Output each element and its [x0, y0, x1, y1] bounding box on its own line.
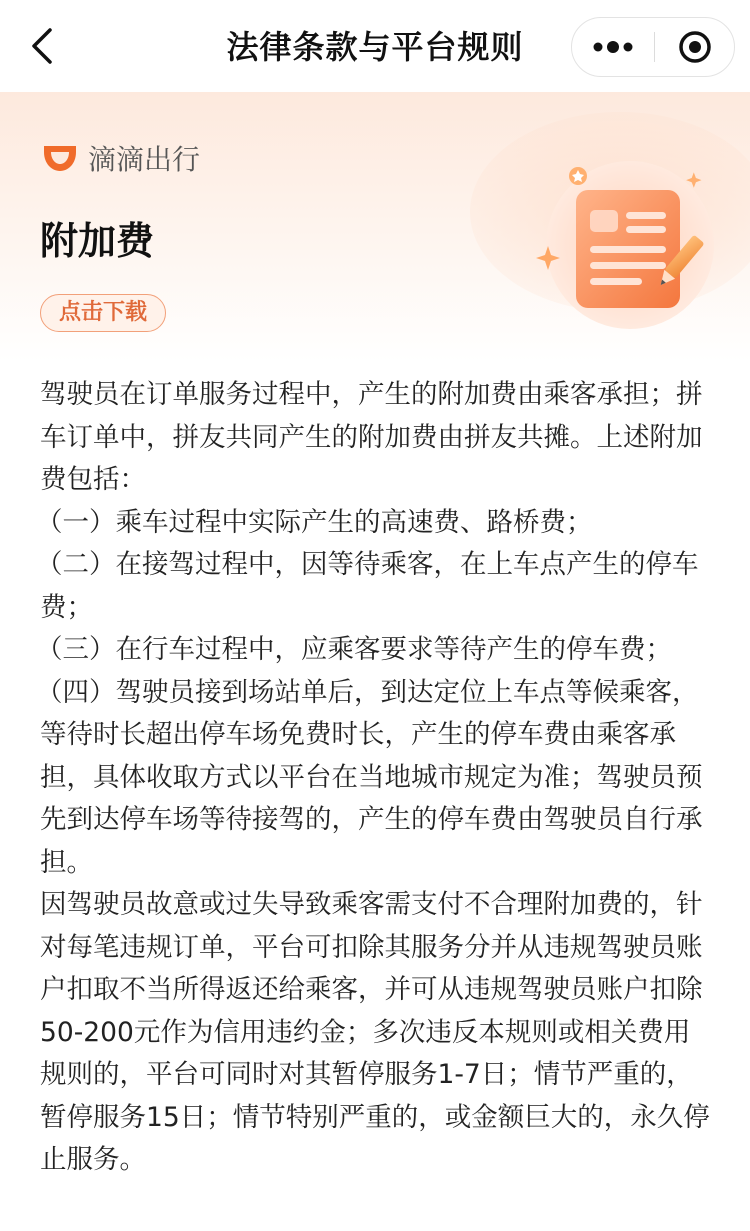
page-nav-title: 法律条款与平台规则: [226, 28, 524, 66]
hero-banner: [0, 92, 750, 362]
article-content: [36, 374, 710, 1182]
mini-program-capsule: [571, 17, 735, 77]
close-mini-program-button[interactable]: [655, 18, 735, 76]
paragraph-item-3: （三）在行车过程中，应乘客要求等待产生的停车费；: [36, 634, 672, 665]
brand-name: 滴滴出行: [88, 143, 201, 176]
paragraph-intro: 驾驶员在订单服务过程中，产生的附加费由乘客承担；拼车订单中，拼友共同产生的附加费由拼友共摊。上述附加费包括：: [40, 379, 703, 495]
target-close-icon: [655, 18, 735, 76]
document-illustration-icon: [530, 150, 720, 330]
more-dots-icon: [572, 18, 654, 76]
didi-logo-icon: [40, 140, 80, 174]
paragraph-item-1: （一）乘车过程中实际产生的高速费、路桥费；: [36, 506, 593, 538]
paragraph-item-2: （二）在接驾过程中，因等待乘客，在上车点产生的停车费；: [36, 549, 699, 623]
paragraph-item-4: （四）驾驶员接到场站单后，到达定位上车点等候乘客，等待时长超出停车场免费时长，产生的停车费由乘客承担，具体收取方式以平台在当地城市规定为准；驾驶员预先到达停车场等待接驾的，产生的停车费由驾驶员自行承担。: [36, 676, 703, 878]
paragraph-penalty: 因驾驶员故意或过失导致乘客需支付不合理附加费的，针对每笔违规订单，平台可扣除其服务分并从违规驾驶员账户扣取不当所得返还给乘客，并可从违规驾驶员账户扣除50-200元作为信用违约金；多次违反本规则或相关费用规则的，平台可同时对其暂停服务1-7日；情节严重的，暂停服务15日；情节特别严重的，或金额巨大的，永久停止服务。: [40, 889, 710, 1175]
more-button[interactable]: [572, 18, 654, 76]
download-button[interactable]: 点击下载: [40, 294, 166, 332]
page-title: 附加费: [40, 219, 155, 263]
nav-bar: [0, 0, 750, 92]
